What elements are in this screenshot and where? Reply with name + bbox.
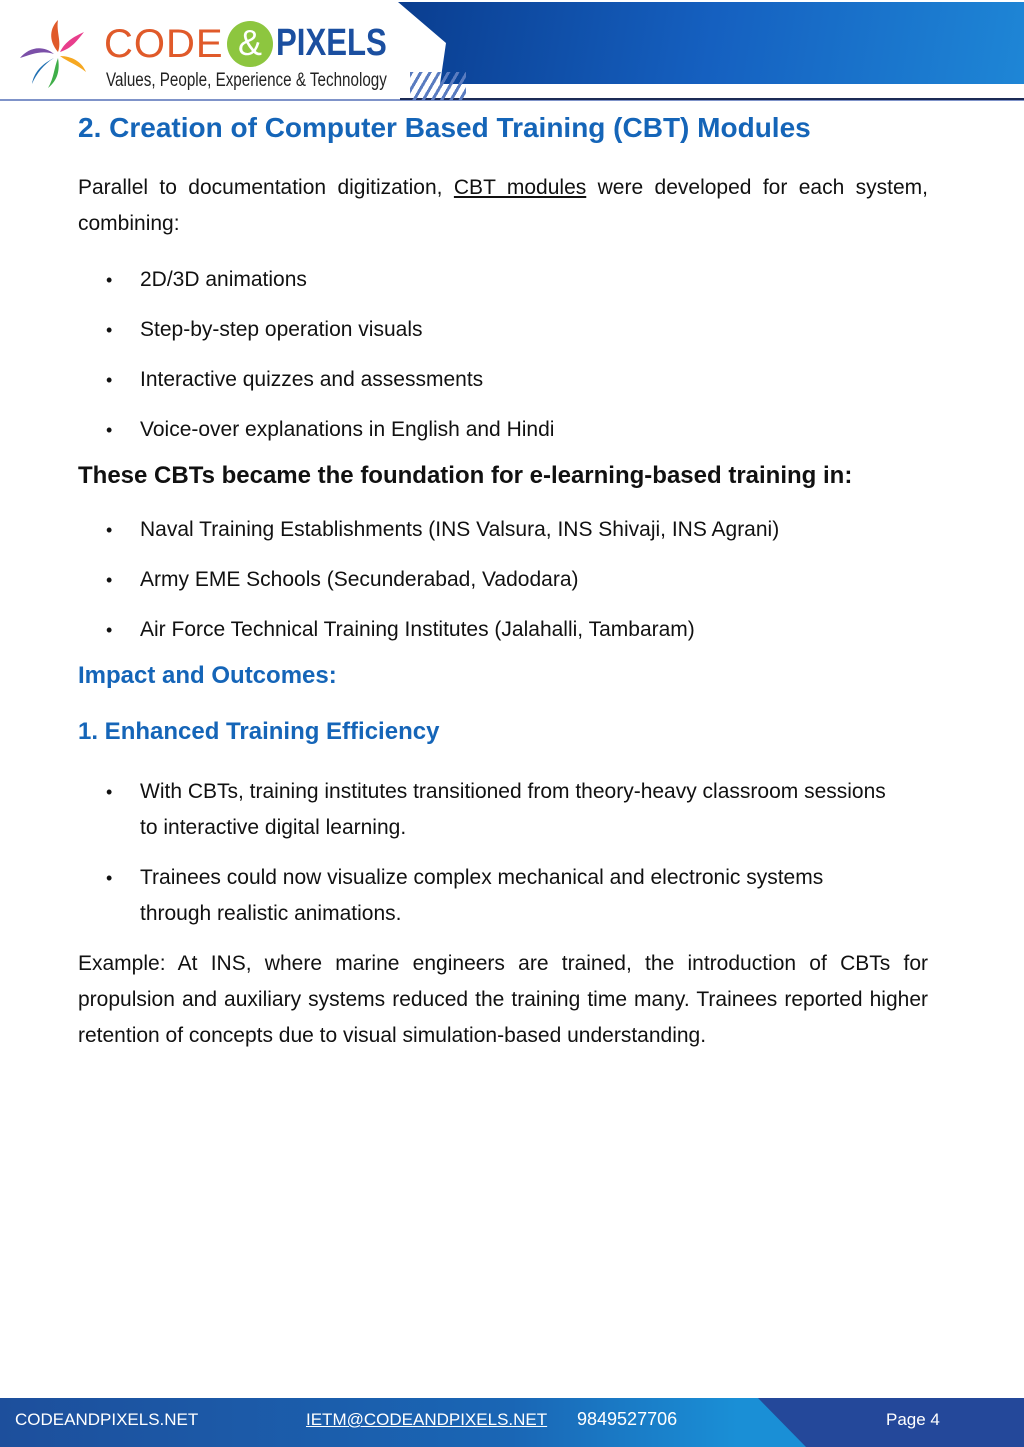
logo-code: CODE <box>104 22 224 66</box>
document-body <box>78 112 928 1074</box>
header-divider <box>400 98 1024 100</box>
list-item: • Army EME Schools (Secunderabad, Vadodara) <box>78 562 928 598</box>
list-item: • Step-by-step operation visuals <box>78 312 928 348</box>
list-item: • Trainees could now visualize complex mechanical and electronic systems through realistic animations. <box>78 860 888 932</box>
footer-email-link[interactable]: IETM@CODEANDPIXELS.NET <box>306 1410 548 1429</box>
header-banner <box>398 2 1024 84</box>
logo-tagline: Values, People, Experience & Technology <box>106 70 387 91</box>
intro-text: Parallel to documentation digitization, <box>78 176 454 199</box>
efficiency-heading: 1. Enhanced Training Efficiency <box>78 718 440 745</box>
impact-heading: Impact and Outcomes: <box>78 662 337 689</box>
page-number: Page 4 <box>886 1410 940 1429</box>
footer-website[interactable]: CODEANDPIXELS.NET <box>15 1410 199 1429</box>
example-paragraph: Example: At INS, where marine engineers are trained, the introduction of CBTs for propulsion and auxiliary systems reduced the training time many. Trainees reported higher retention of concepts due to visual simulation-based understanding. <box>78 952 928 1047</box>
foundation-heading: These CBTs became the foundation for e-learning-based training in: <box>78 462 853 489</box>
page-header <box>0 0 1024 101</box>
institutions-list <box>78 512 928 648</box>
section-title: 2. Creation of Computer Based Training (CBT) Modules <box>78 112 811 143</box>
intro-text-end: were developed for each system, combining: <box>78 176 928 235</box>
list-item: • Air Force Technical Training Institutes (Jalahalli, Tambaram) <box>78 612 928 648</box>
efficiency-list <box>78 774 928 932</box>
list-item: • 2D/3D animations <box>78 262 928 298</box>
cbt-modules-link[interactable]: CBT modules <box>453 176 587 199</box>
intro-paragraph <box>78 170 928 242</box>
list-item: • Voice-over explanations in English and Hindi <box>78 412 928 448</box>
logo-ampersand: & <box>227 21 273 67</box>
footer-phone: 9849527706 <box>577 1409 678 1429</box>
features-list <box>78 262 928 448</box>
list-item: • Interactive quizzes and assessments <box>78 362 928 398</box>
header-stripes <box>410 72 466 100</box>
logo-pinwheel-icon <box>18 18 94 90</box>
page-footer <box>0 1398 1024 1447</box>
list-item: • Naval Training Establishments (INS Valsura, INS Shivaji, INS Agrani) <box>78 512 928 548</box>
logo-pixels: PIXELS <box>276 22 387 64</box>
list-item: • With CBTs, training institutes transitioned from theory-heavy classroom sessions to interactive digital learning. <box>78 774 888 846</box>
